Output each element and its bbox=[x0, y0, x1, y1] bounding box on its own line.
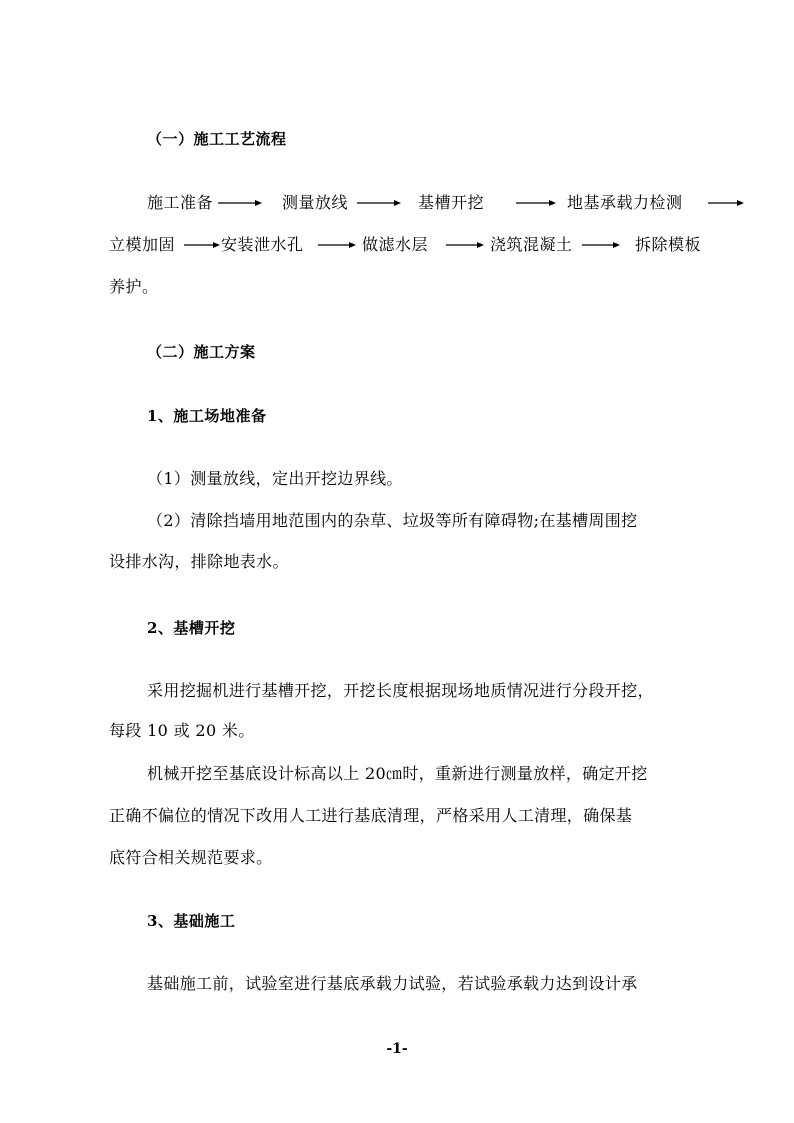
subsection-heading-foundation-work: 3、基础施工 bbox=[147, 912, 236, 930]
flow-step-formwork: 立模加固 bbox=[109, 235, 176, 254]
flow-step-drain-holes: 安装泄水孔 bbox=[221, 235, 304, 254]
arrow-right-icon bbox=[184, 241, 220, 249]
flow-step-remove-formwork: 拆除模板 bbox=[635, 235, 702, 254]
paragraph-text: 设排水沟，排除地表水。 bbox=[109, 552, 289, 571]
arrow-right-icon bbox=[446, 241, 484, 249]
paragraph-text: （2）清除挡墙用地范围内的杂草、垃圾等所有障碍物;在基槽周围挖 bbox=[147, 511, 638, 530]
arrow-right-icon bbox=[516, 199, 556, 207]
subsection-heading-trench-excavation: 2、基槽开挖 bbox=[147, 619, 236, 637]
section-heading-construction-plan: （二）施工方案 bbox=[147, 343, 256, 361]
arrow-right-icon bbox=[708, 199, 744, 207]
flow-step-pour-concrete: 浇筑混凝土 bbox=[490, 235, 573, 254]
arrow-right-icon bbox=[357, 199, 401, 207]
section-heading-process-flow: （一）施工工艺流程 bbox=[147, 130, 287, 148]
flow-step-trench-excavation: 基槽开挖 bbox=[418, 193, 485, 212]
flow-step-bearing-test: 地基承载力检测 bbox=[567, 193, 683, 212]
flow-step-filter-layer: 做滤水层 bbox=[362, 235, 429, 254]
flow-step-survey: 测量放线 bbox=[282, 193, 349, 212]
flow-step-preparation: 施工准备 bbox=[147, 193, 214, 212]
paragraph-text: 基础施工前，试验室进行基底承载力试验，若试验承载力达到设计承 bbox=[147, 974, 638, 993]
flow-step-curing: 养护。 bbox=[109, 277, 159, 296]
arrow-right-icon bbox=[318, 241, 356, 249]
arrow-right-icon bbox=[582, 241, 620, 249]
paragraph-text: 正确不偏位的情况下改用人工进行基底清理，严格采用人工清理，确保基 bbox=[109, 806, 633, 825]
paragraph-text: 每段 10 或 20 米。 bbox=[109, 721, 255, 740]
subsection-heading-site-preparation: 1、施工场地准备 bbox=[147, 407, 267, 425]
paragraph-text: 底符合相关规范要求。 bbox=[109, 848, 273, 867]
page-number: -1- bbox=[386, 1041, 408, 1057]
arrow-right-icon bbox=[218, 199, 262, 207]
paragraph-text: （1）测量放线，定出开挖边界线。 bbox=[147, 469, 403, 488]
paragraph-text: 机械开挖至基底设计标高以上 20㎝时，重新进行测量放样，确定开挖 bbox=[147, 764, 648, 783]
paragraph-text: 采用挖掘机进行基槽开挖，开挖长度根据现场地质情况进行分段开挖， bbox=[147, 681, 654, 700]
